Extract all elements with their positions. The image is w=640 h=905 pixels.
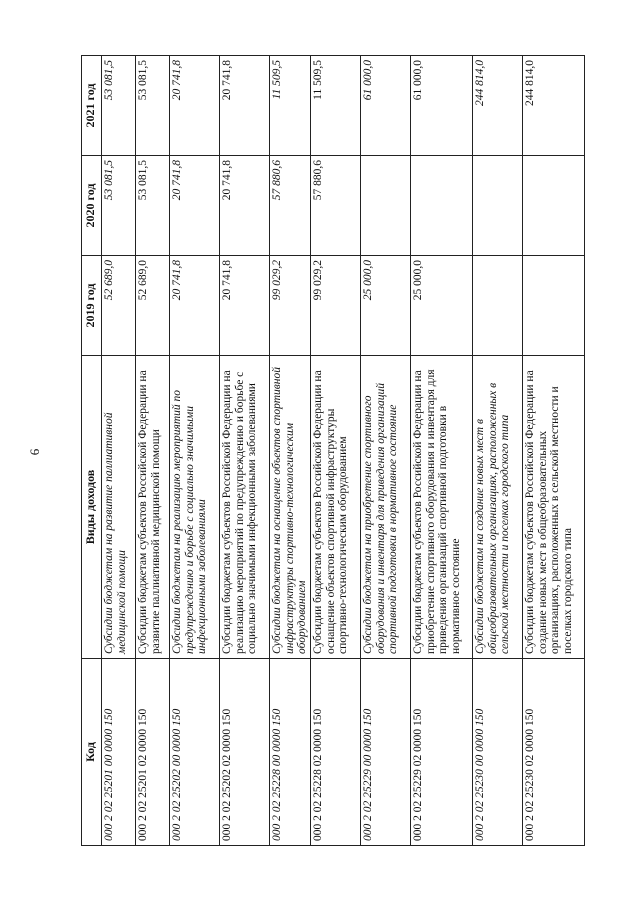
row-2019 xyxy=(472,256,522,356)
table-row xyxy=(220,56,270,846)
row-2021: 11 509,5 xyxy=(270,56,311,156)
row-2021: 20 741,8 xyxy=(220,56,270,156)
table-row xyxy=(310,56,360,846)
table-row xyxy=(170,56,220,846)
header-name: Виды доходов xyxy=(82,356,102,659)
row-code: 000 2 02 25229 02 0000 150 xyxy=(410,659,472,846)
row-code: 000 2 02 25202 02 0000 150 xyxy=(220,659,270,846)
table-header-row xyxy=(82,56,102,846)
row-code: 000 2 02 25202 00 0000 150 xyxy=(170,659,220,846)
page-number: 6 xyxy=(27,448,42,456)
row-2020 xyxy=(410,156,472,256)
row-2019: 25 000,0 xyxy=(360,256,410,356)
table-row xyxy=(360,56,410,846)
row-2019: 52 689,0 xyxy=(102,256,136,356)
revenue-table xyxy=(81,55,585,846)
row-2019: 25 000,0 xyxy=(410,256,472,356)
row-code: 000 2 02 25228 00 0000 150 xyxy=(270,659,311,846)
row-name: Субсидии бюджетам на создание новых мест в общеобразовательных организациях, расположенных в сельской местности и поселках городского типа xyxy=(472,356,522,659)
row-name: Субсидии бюджетам на оснащение объектов спортивной инфраструктуры спортивно-технологическим оборудованием xyxy=(270,356,311,659)
row-name: Субсидии бюджетам на приобретение спортивного оборудования и инвентаря для приведения организаций спортивной подготовки в нормативное состояние xyxy=(360,356,410,659)
row-2021: 20 741,8 xyxy=(170,56,220,156)
row-2020: 53 081,5 xyxy=(136,156,170,256)
header-2020: 2020 год xyxy=(82,156,102,256)
row-name: Субсидии бюджетам субъектов Российской Федерации на создание новых мест в общеобразовательных организациях, расположенных в сельской местности и поселках городского типа xyxy=(522,356,584,659)
table-row xyxy=(270,56,311,846)
row-2019 xyxy=(522,256,584,356)
row-2020: 20 741,8 xyxy=(220,156,270,256)
header-2021: 2021 год xyxy=(82,56,102,156)
row-name: Субсидии бюджетам субъектов Российской Федерации на развитие паллиативной медицинской помощи xyxy=(136,356,170,659)
row-code: 000 2 02 25230 00 0000 150 xyxy=(472,659,522,846)
row-2020: 57 880,6 xyxy=(270,156,311,256)
table-row xyxy=(522,56,584,846)
table-row xyxy=(410,56,472,846)
table-row xyxy=(472,56,522,846)
row-code: 000 2 02 25228 02 0000 150 xyxy=(310,659,360,846)
row-2020 xyxy=(360,156,410,256)
row-2021: 244 814,0 xyxy=(522,56,584,156)
row-2020 xyxy=(472,156,522,256)
row-2019: 99 029,2 xyxy=(310,256,360,356)
row-2021: 53 081,5 xyxy=(102,56,136,156)
row-2020: 57 880,6 xyxy=(310,156,360,256)
row-2020: 53 081,5 xyxy=(102,156,136,256)
table-row xyxy=(102,56,136,846)
header-2019: 2019 год xyxy=(82,256,102,356)
row-2019: 20 741,8 xyxy=(170,256,220,356)
row-name: Субсидии бюджетам субъектов Российской Федерации на приобретение спортивного оборудования и инвентаря для приведения организаций спортивной подготовки в нормативное состояние xyxy=(410,356,472,659)
row-code: 000 2 02 25230 02 0000 150 xyxy=(522,659,584,846)
row-2019: 99 029,2 xyxy=(270,256,311,356)
row-2019: 20 741,8 xyxy=(220,256,270,356)
table-row xyxy=(136,56,170,846)
rotated-table-container xyxy=(81,56,574,846)
row-2021: 244 814,0 xyxy=(472,56,522,156)
row-name: Субсидии бюджетам на развитие паллиативной медицинской помощи xyxy=(102,356,136,659)
row-2020: 20 741,8 xyxy=(170,156,220,256)
row-2020 xyxy=(522,156,584,256)
row-2021: 53 081,5 xyxy=(136,56,170,156)
row-2021: 61 000,0 xyxy=(360,56,410,156)
row-name: Субсидии бюджетам субъектов Российской Федерации на реализацию мероприятий по предупреждению и борьбе с социально значимыми инфекционными заболеваниями xyxy=(220,356,270,659)
row-2019: 52 689,0 xyxy=(136,256,170,356)
row-name: Субсидии бюджетам субъектов Российской Федерации на оснащение объектов спортивной инфраструктуры спортивно-технологическим оборудованием xyxy=(310,356,360,659)
row-code: 000 2 02 25229 00 0000 150 xyxy=(360,659,410,846)
header-code: Код xyxy=(82,659,102,846)
row-2021: 11 509,5 xyxy=(310,56,360,156)
row-2021: 61 000,0 xyxy=(410,56,472,156)
row-code: 000 2 02 25201 00 0000 150 xyxy=(102,659,136,846)
row-code: 000 2 02 25201 02 0000 150 xyxy=(136,659,170,846)
row-name: Субсидии бюджетам на реализацию мероприятий по предупреждению и борьбе с социально значимыми инфекционными заболеваниями xyxy=(170,356,220,659)
